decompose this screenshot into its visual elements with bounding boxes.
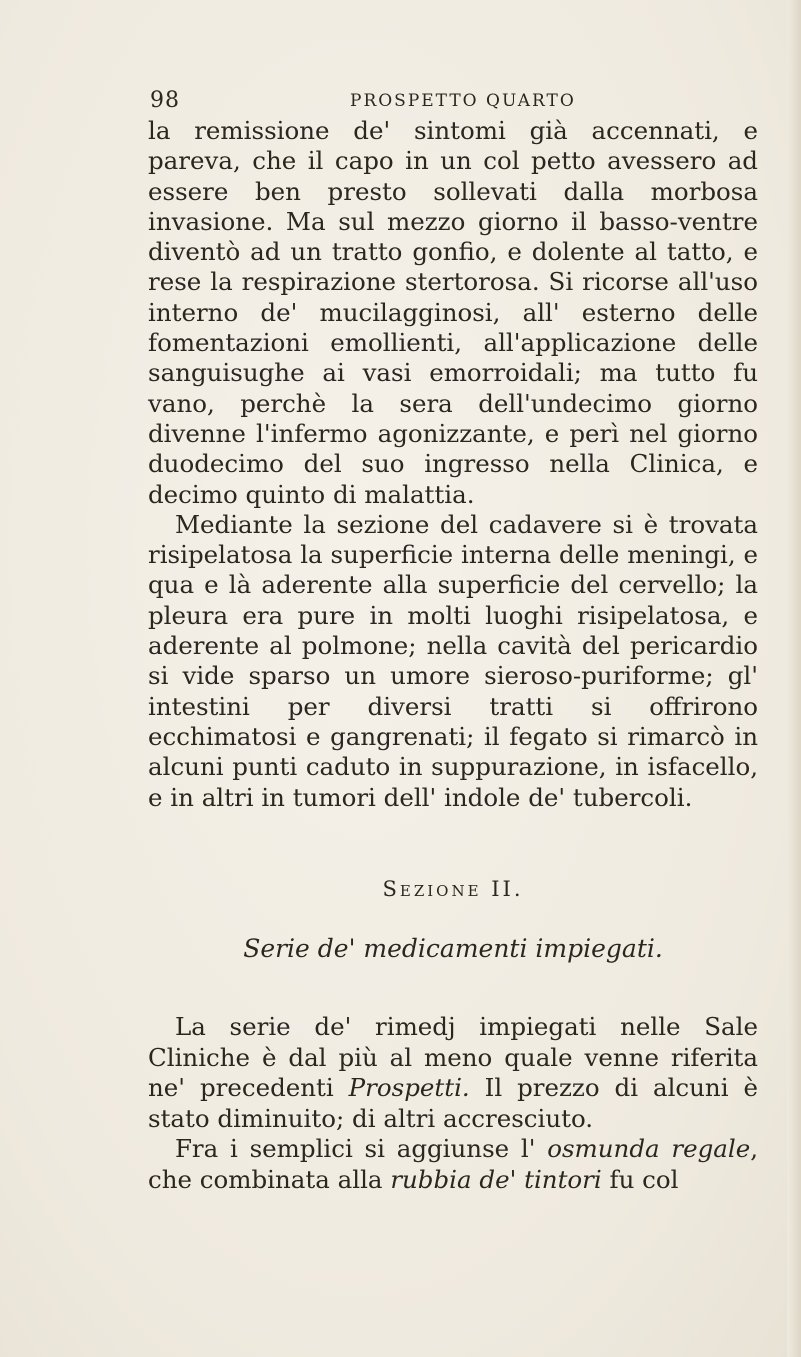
running-head: PROSPETTO QUARTO <box>350 91 576 111</box>
paragraph-4-part-1: Fra i semplici si aggiunse l' <box>174 1134 548 1163</box>
page-number: 98 <box>150 88 180 113</box>
paragraph-3-part-1: La serie de' rimedj impiegati nelle Sale Cliniche è dal più al meno quale venne riferita ne' precedenti <box>148 1012 758 1102</box>
section-text <box>148 1012 758 1195</box>
page-edge-shadow <box>787 0 801 1357</box>
paragraph-4 <box>148 1134 758 1195</box>
paragraph-3 <box>148 1012 758 1134</box>
paragraph-3-italic: Prospetti. <box>348 1073 470 1102</box>
main-text <box>148 116 758 813</box>
paragraph-4-part-2: , che combinata alla <box>148 1134 759 1194</box>
paragraph-3-part-2: Il prezzo di alcuni è stato diminuito; di altri accresciuto. <box>148 1073 758 1133</box>
paragraph-4-part-3: fu col <box>601 1164 679 1194</box>
page-header <box>150 88 750 118</box>
paragraph-1: la remissione de' sintomi già accennati, e pareva, che il capo in un col petto avessero ad essere ben presto sollevati dalla morbosa invasione. Ma sul mezzo giorno il basso-ventre diventò ad un tratto gonfio, e dolente al tatto, e rese la respirazione stertorosa. Si ricorse all'uso interno de' mucilagginosi, all' esterno delle fomentazioni emollienti, all'applicazione delle sanguisughe ai vasi emorroidali; ma tutto fu vano, perchè la sera dell'undecimo giorno divenne l'infermo agonizzante, e perì nel giorno duodecimo del suo ingresso nella Clinica, e decimo quinto di malattia. <box>148 116 758 509</box>
paragraph-2: Mediante la sezione del cadavere si è trovata risipelatosa la superficie interna delle meningi, e qua e là aderente alla superficie del cervello; la pleura era pure in molti luoghi risipelatosa, e aderente al polmone; nella cavità del pericardio si vide sparso un umore sieroso-puriforme; gl' intestini per diversi tratti si offrirono ecchimatosi e gangrenati; il fegato si rimarcò in alcuni punti caduto in suppurazione, in isfacello, e in altri in tumori dell' indole de' tubercoli. <box>148 509 758 812</box>
paragraph-4-italic-1: osmunda regale <box>547 1134 751 1163</box>
section-subtitle: Serie de' medicamenti impiegati. <box>243 934 663 963</box>
paragraph-4-italic-2: rubbia de' tintori <box>390 1164 602 1194</box>
section-title: Sezione II. <box>382 877 524 901</box>
